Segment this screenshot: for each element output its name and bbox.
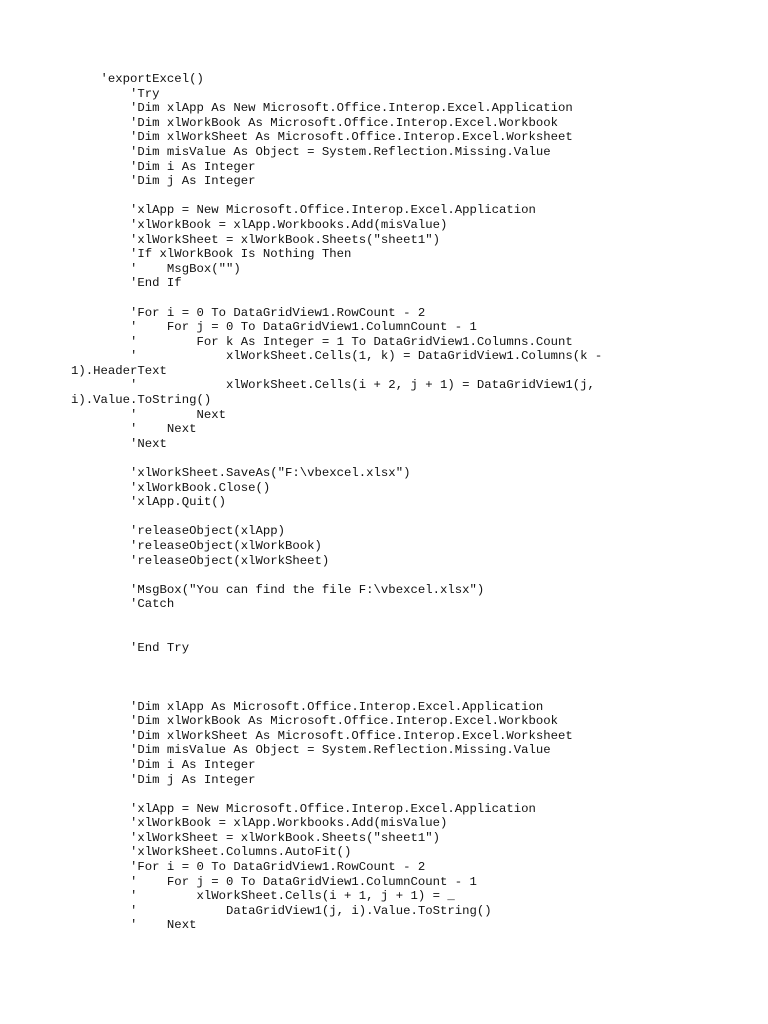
code-line: [71, 787, 761, 802]
code-line: 'Dim j As Integer: [71, 772, 256, 787]
code-line: ' DataGridView1(j, i).Value.ToString(): [71, 903, 492, 918]
code-line: [71, 451, 761, 466]
code-line: 'Dim misValue As Object = System.Reflection.Missing.Value: [71, 743, 551, 758]
code-line: 'releaseObject(xlWorkSheet): [71, 553, 330, 568]
code-line: ' Next: [71, 407, 226, 422]
code-line: 'releaseObject(xlWorkBook): [71, 539, 322, 553]
code-line: 'Dim xlApp As New Microsoft.Office.Interop.Excel.Application: [71, 101, 573, 116]
code-line: 'For i = 0 To DataGridView1.RowCount - 2: [71, 860, 426, 875]
code-line: 'xlWorkSheet.SaveAs("F:\vbexcel.xlsx"): [71, 466, 411, 481]
code-line: [71, 189, 761, 204]
code-line: [71, 510, 761, 525]
code-line: [71, 670, 761, 685]
code-line: ' xlWorkSheet.Cells(1, k) = DataGridView1.Columns(k -: [71, 349, 603, 364]
code-line: 'releaseObject(xlApp): [71, 524, 286, 539]
code-line: 'xlWorkBook = xlApp.Workbooks.Add(misValue): [71, 217, 448, 232]
code-line: [71, 685, 761, 700]
code-line: i).Value.ToString(): [71, 393, 212, 408]
code-line: 'Dim xlWorkSheet As Microsoft.Office.Interop.Excel.Worksheet: [71, 728, 573, 743]
code-line: [71, 612, 761, 627]
code-line: ' xlWorkSheet.Cells(i + 2, j + 1) = DataGridView1(j,: [71, 378, 595, 393]
code-line: 'End If: [71, 276, 182, 291]
code-line: 'Try: [71, 86, 160, 101]
code-line: 'End Try: [71, 641, 190, 656]
code-line: 'Catch: [71, 597, 175, 612]
code-line: 'MsgBox("You can find the file F:\vbexcel.xlsx"): [71, 582, 485, 597]
code-line: 'Dim i As Integer: [71, 757, 256, 772]
code-line: ' For j = 0 To DataGridView1.ColumnCount - 1: [71, 874, 477, 889]
code-line: ' Next: [71, 918, 197, 933]
code-line: ' xlWorkSheet.Cells(i + 1, j + 1) = _: [71, 889, 455, 904]
code-line: 'For i = 0 To DataGridView1.RowCount - 2: [71, 305, 426, 320]
code-line: ' For k As Integer = 1 To DataGridView1.Columns.Count: [71, 334, 573, 349]
code-line: 'Dim xlApp As Microsoft.Office.Interop.Excel.Application: [71, 699, 544, 714]
code-line: 'Next: [71, 436, 167, 451]
code-listing: [71, 72, 761, 933]
code-line: 'exportExcel(): [71, 72, 204, 86]
code-line: ' MsgBox(""): [71, 261, 241, 276]
code-line: 'Dim misValue As Object = System.Reflection.Missing.Value: [71, 144, 551, 159]
code-line: 'Dim xlWorkBook As Microsoft.Office.Interop.Excel.Workbook: [71, 714, 559, 729]
code-line: 'Dim j As Integer: [71, 174, 256, 189]
code-line: 'If xlWorkBook Is Nothing Then: [71, 247, 352, 262]
code-line: 'xlWorkSheet = xlWorkBook.Sheets("sheet1"): [71, 830, 440, 845]
code-line: 'xlApp.Quit(): [71, 495, 226, 510]
code-line: 'xlApp = New Microsoft.Office.Interop.Excel.Application: [71, 801, 536, 816]
code-line: 'xlWorkSheet.Columns.AutoFit(): [71, 845, 352, 860]
code-line: 'xlApp = New Microsoft.Office.Interop.Excel.Application: [71, 203, 536, 218]
code-line: 'xlWorkBook = xlApp.Workbooks.Add(misValue): [71, 816, 448, 831]
code-line: ' For j = 0 To DataGridView1.ColumnCount - 1: [71, 320, 477, 335]
code-line: 'xlWorkSheet = xlWorkBook.Sheets("sheet1"): [71, 232, 440, 247]
code-line: 'Dim xlWorkBook As Microsoft.Office.Interop.Excel.Workbook: [71, 115, 559, 130]
code-line: 'xlWorkBook.Close(): [71, 480, 271, 495]
code-line: [71, 627, 761, 642]
code-line: [71, 291, 761, 306]
code-line: ' Next: [71, 422, 197, 437]
code-line: [71, 656, 761, 671]
code-line: 'Dim i As Integer: [71, 159, 256, 174]
code-line: [71, 568, 761, 583]
code-line: 1).HeaderText: [71, 363, 167, 378]
code-line: 'Dim xlWorkSheet As Microsoft.Office.Interop.Excel.Worksheet: [71, 130, 573, 145]
